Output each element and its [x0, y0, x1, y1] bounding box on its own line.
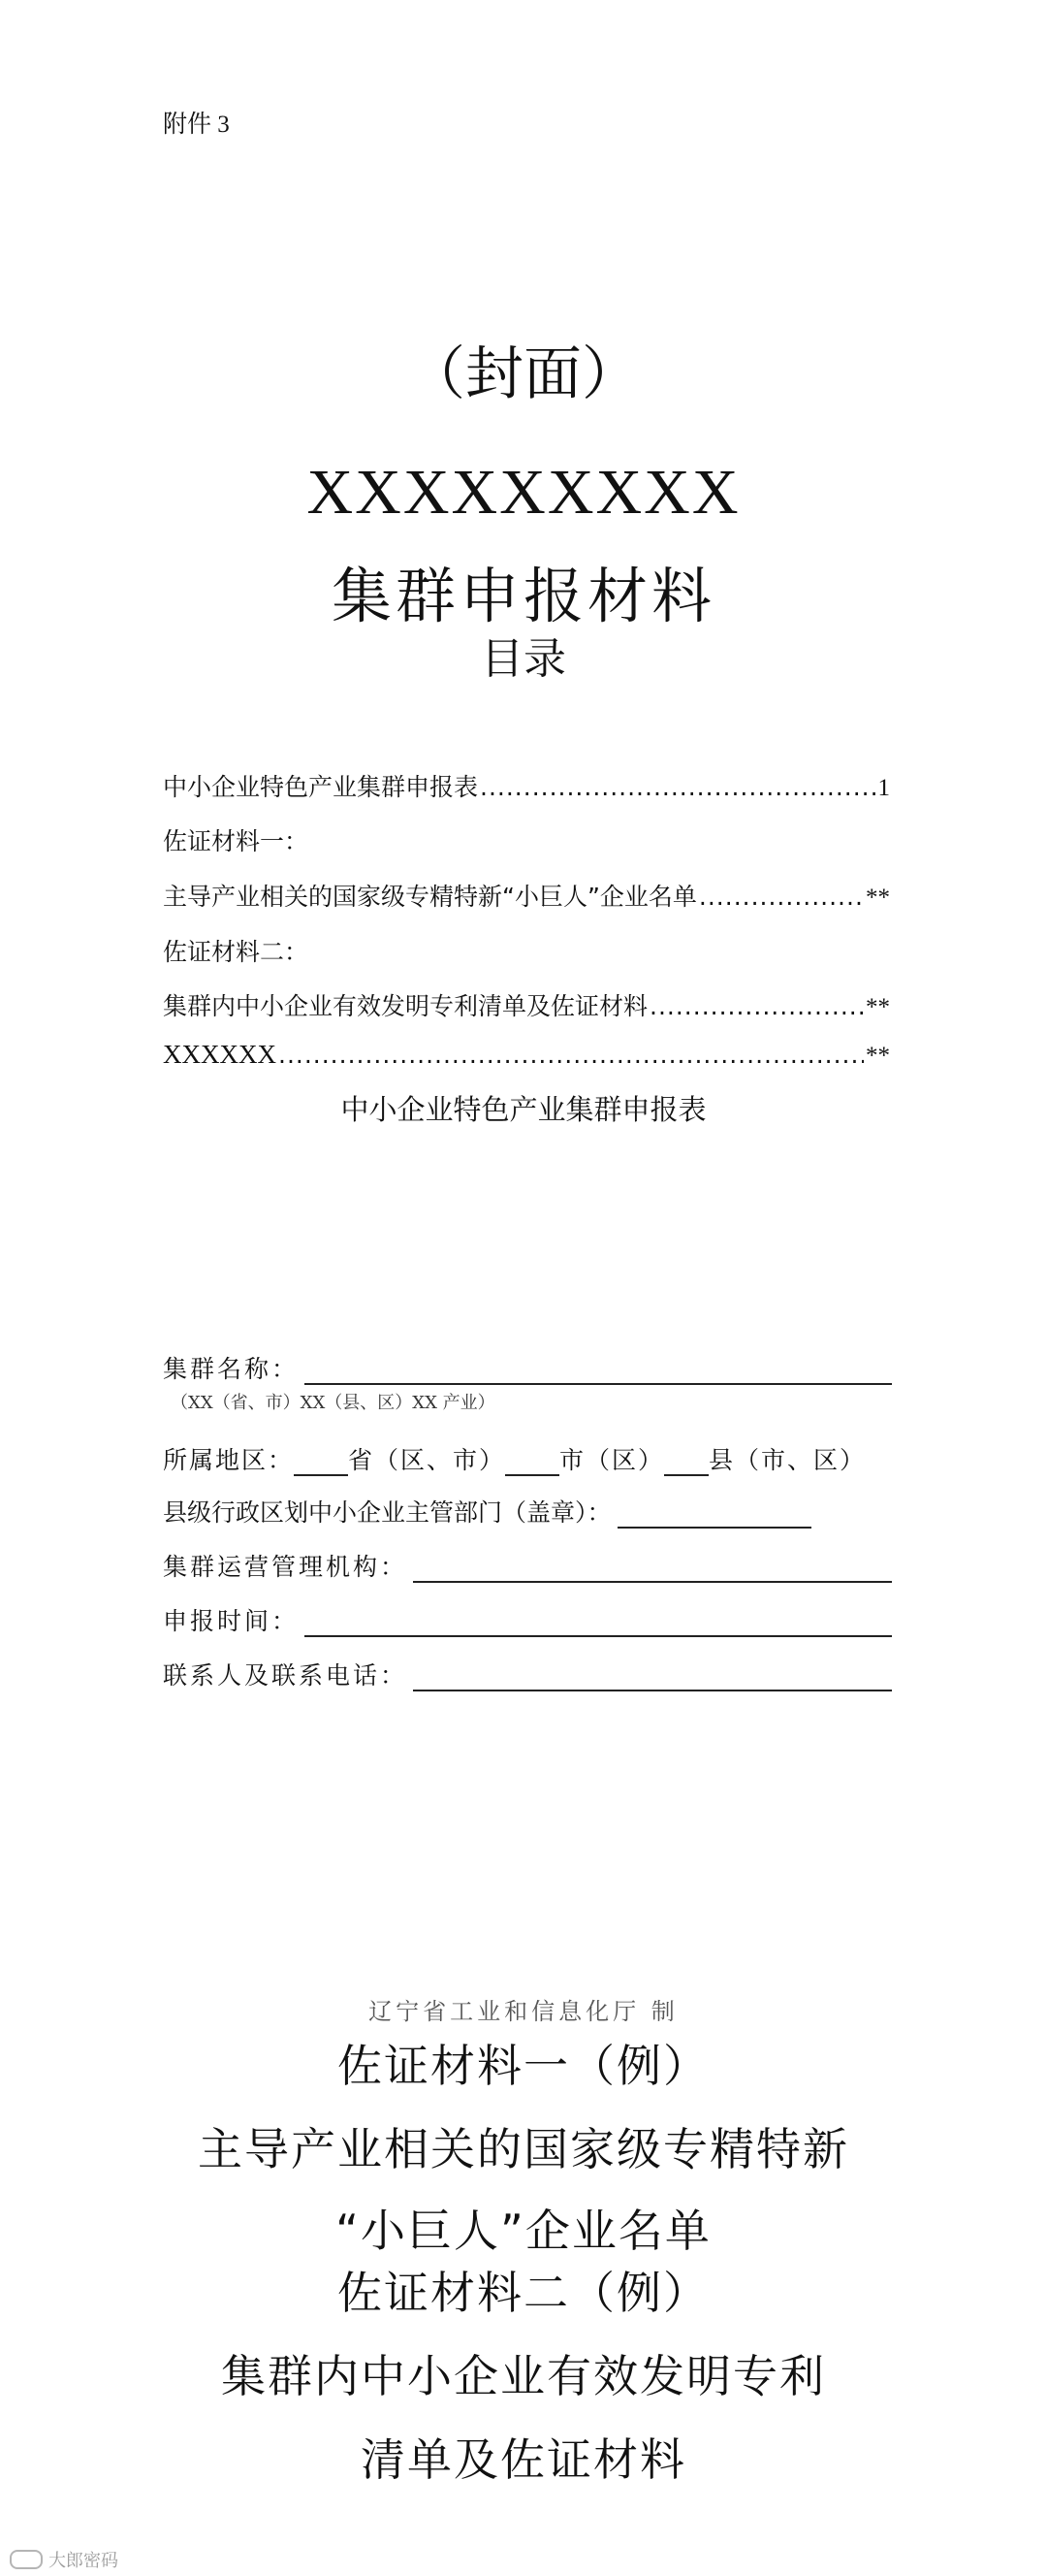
province-unit: 省（区、市） — [348, 1446, 506, 1474]
toc-item-label: XXXXXX — [163, 1040, 276, 1069]
contact-field[interactable] — [413, 1664, 892, 1691]
toc-item-patents — [163, 987, 890, 1022]
date-label: 申报时间： — [163, 1607, 300, 1635]
appendix1-line2: “小巨人”企业名单 — [335, 2205, 712, 2257]
appendix2-line2: 清单及佐证材料 — [361, 2433, 686, 2486]
toc-leader — [699, 883, 864, 912]
watermark-text: 大郎密码 — [48, 2551, 118, 2571]
toc-item-label: 中小企业特色产业集群申报表 — [163, 773, 479, 801]
operator-label: 集群运营管理机构： — [163, 1553, 408, 1581]
toc-page-number: ** — [866, 994, 890, 1020]
form-title: 中小企业特色产业集群申报表 — [340, 1093, 707, 1126]
cluster-name-field[interactable] — [304, 1358, 892, 1385]
toc-item-label: 主导产业相关的国家级专精特新“小巨人”企业名单 — [163, 883, 697, 911]
appendix1-title: 佐证材料一（例） — [337, 2040, 710, 2092]
city-field[interactable] — [505, 1451, 559, 1476]
cover-label: （封面） — [407, 340, 640, 408]
county-dept-field[interactable] — [618, 1501, 811, 1529]
operator-field[interactable] — [413, 1556, 892, 1583]
city-unit: 市（区） — [559, 1446, 665, 1474]
toc-page-number: 1 — [877, 775, 890, 801]
attachment-label: 附件 3 — [163, 112, 230, 138]
appendix2-title: 佐证材料二（例） — [337, 2267, 710, 2319]
contact-label: 联系人及联系电话： — [163, 1661, 408, 1690]
cluster-name-label: 集群名称： — [163, 1355, 300, 1383]
county-dept-row — [163, 1494, 880, 1529]
toc-item-application-form — [163, 768, 890, 803]
cluster-name-hint: （XX（省、市）XX（县、区）XX 产业） — [171, 1393, 495, 1413]
date-row — [163, 1602, 892, 1637]
appendix2-line1: 集群内中小企业有效发明专利 — [221, 2350, 826, 2402]
issuer-label: 辽宁省工业和信息化厅 制 — [368, 1998, 679, 2025]
toc-leader — [480, 773, 875, 802]
region-row — [163, 1441, 892, 1476]
toc-item-little-giants — [163, 878, 890, 913]
region-label: 所属地区： — [163, 1446, 295, 1474]
appendix1-line1: 主导产业相关的国家级专精特新 — [198, 2123, 849, 2175]
county-field[interactable] — [664, 1451, 709, 1476]
toc-leader — [650, 992, 864, 1021]
cluster-name-row — [163, 1350, 892, 1385]
toc-item-label: 集群内中小企业有效发明专利清单及佐证材料 — [163, 992, 649, 1020]
document-title: 集群申报材料 — [331, 561, 715, 631]
date-field[interactable] — [304, 1610, 892, 1637]
toc-page-number: ** — [866, 885, 890, 911]
cluster-code: XXXXXXXXX — [306, 457, 741, 528]
county-dept-label: 县级行政区划中小企业主管部门（盖章）： — [163, 1498, 612, 1527]
toc-group-evidence-2: 佐证材料二： — [163, 938, 309, 966]
watermark — [10, 2547, 118, 2572]
contact-row — [163, 1657, 892, 1691]
province-field[interactable] — [294, 1451, 348, 1476]
county-unit: 县（市、区） — [709, 1446, 867, 1474]
watermark-logo-icon — [10, 2550, 43, 2569]
toc-group-evidence-1: 佐证材料一： — [163, 827, 309, 855]
toc-leader — [278, 1041, 864, 1070]
toc-title: 目录 — [481, 634, 566, 684]
operator-row — [163, 1548, 892, 1583]
toc-page-number: ** — [866, 1043, 890, 1069]
toc-item-other — [163, 1040, 890, 1070]
